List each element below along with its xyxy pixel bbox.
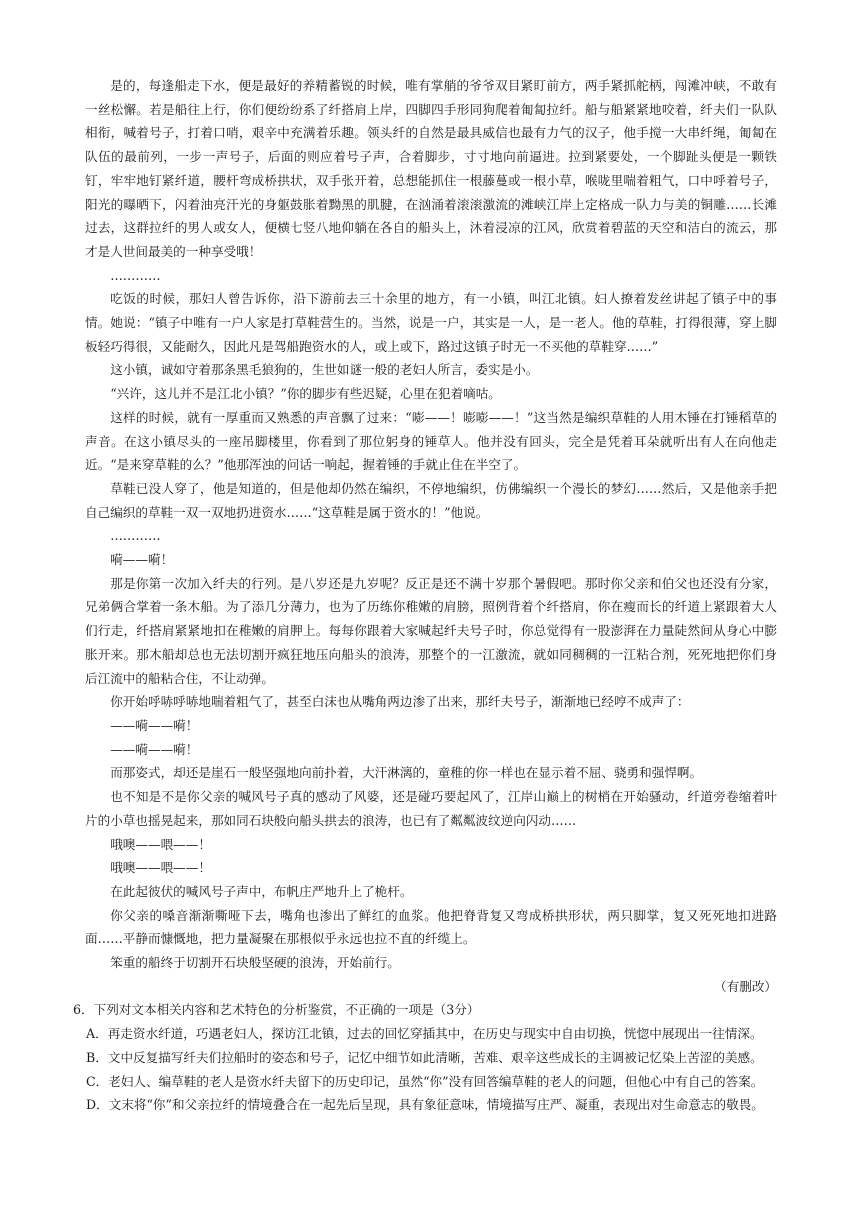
source-note: （有删改） (714, 978, 777, 994)
passage-ellipsis-1: ………… (110, 267, 161, 283)
passage-paragraph-13: 也不知是不是你父亲的喊风号子真的感动了风婆，还是碰巧要起风了，江岸山巅上的树梢在开始骚动，纤道旁卷缩着叶片的小草也摇晃起来，那如同石块般向船头拱去的浪涛，也已有了粼粼波纹逆向闪动…… (85, 789, 777, 828)
passage-paragraph-16: 在此起彼伏的喊风号子声中，布帆庄严地升上了桅杆。 (110, 883, 413, 899)
option-d: D．文末将“你”和父亲拉纤的情境叠合在一起先后呈现，具有象征意味，情境描写庄严、凝重，表现出对生命意志的敬畏。 (86, 1097, 764, 1113)
passage-paragraph-18: 笨重的船终于切割开石块般坚硬的浪涛，开始前行。 (110, 955, 400, 971)
passage-paragraph-11: ——嗬——嗬！ (110, 741, 199, 757)
option-c: C．老妇人、编草鞋的老人是资水纤夫留下的历史印记，虽然“你”没有回答编草鞋的老人的问题，但他心中有自己的答案。 (86, 1073, 764, 1089)
question-stem: 6．下列对文本相关内容和艺术特色的分析鉴赏，不正确的一项是（3分） (73, 1002, 480, 1018)
passage-paragraph-17: 你父亲的嗓音渐渐嘶哑下去，嘴角也渗出了鲜红的血浆。他把脊背复又弯成桥拱形状，两只脚掌，复又死死地扣进路面……平静而慷慨地，把力量凝聚在那根似乎永远也拉不直的纤缆上。 (85, 907, 777, 947)
passage-paragraph-12: 而那姿式，却还是崖石一般坚强地向前扑着，大汗淋漓的，童稚的你一样也在显示着不屈、骁勇和强悍啊。 (110, 765, 703, 781)
passage-paragraph-9: 你开始呼哧呼哧地喘着粗气了，甚至白沫也从嘴角两边渗了出来，那纤夫号子，渐渐地已经哼不成声了： (110, 694, 690, 710)
passage-paragraph-7: 嗬——嗬！ (110, 552, 174, 568)
option-b: B．文中反复描写纤夫们拉船时的姿态和号子，记忆中细节如此清晰，苦难、艰辛这些成长的主调被记忆染上苦涩的美感。 (86, 1049, 763, 1065)
passage-ellipsis-2: ………… (110, 528, 161, 544)
passage-paragraph-5: 这样的时候，就有一厚重而又熟悉的声音飘了过来：“嘭——！嘭嘭——！”这当然是编织草鞋的人用木锤在打锤稻草的声音。在这小镇尽头的一座吊脚楼里，你看到了那位躬身的锤草人。他并没有回头，完全是凭着耳朵就听出有人在向他走近。“是来穿草鞋的么？”他那浑浊的问话一响起，握着锤的手就止住在半空了。 (85, 409, 777, 473)
passage-paragraph-1: 是的，每逢船走下水，便是最好的养精蓄锐的时候，唯有掌艄的爷爷双目紧盯前方，两手紧抓舵柄，闯滩冲峡，不敢有一丝松懈。若是船往上行，你们便纷纷系了纤搭肩上岸，四脚四手形同狗爬着匍匐拉纤。船与船紧紧地咬着，纤夫们一队队相衔，喊着号子，打着口哨，艰辛中充满着乐趣。领头纤的自然是最具威信也最有力气的汉子，他手搅一大串纤绳，匍匐在队伍的最前列，一步一声号子，后面的则应着号子声，合着脚步，寸寸地向前逼进。拉到紧要处，一个脚趾头便是一颗铁钉，牢牢地钉紧纤道，腰杆弯成桥拱状，双手张开着，总想能抓住一根藤蔓或一根小草，喉咙里喘着粗气，口中呼着号子，阳光的曝晒下，闪着油亮汗光的身躯鼓胀着黝黑的肌腱，在汹涌着滚滚激流的滩峡江岸上定格成一队力与美的铜雕……长滩过去，这群拉纤的男人或女人，便横七竖八地仰躺在各自的船头上，沐着浸凉的江风，欣赏着碧蓝的天空和洁白的流云，那才是人世间最美的一种享受哦！ (85, 78, 777, 259)
passage-paragraph-15: 哦噢——喂——！ (110, 860, 211, 876)
passage-paragraph-8: 那是你第一次加入纤夫的行列。是八岁还是九岁呢？反正是还不满十岁那个暑假吧。那时你父亲和伯父也还没有分家，兄弟俩合掌着一条木船。为了添几分薄力，也为了历练你稚嫩的肩膀，照例背着个纤搭肩，你在瘦而长的纤道上紧跟着大人们行走，纤搭肩紧紧地扣在稚嫩的肩胛上。每每你跟着大家喊起纤夫号子时，你总觉得有一股澎湃在力量陡然间从身心中膨胀开来。那木船却总也无法切割开疯狂地压向船头的浪涛，那整个的一江激流，就如同稠稠的一江粘合剂，死死地把你们身后江流中的船粘合住，不让动弹。 (85, 575, 777, 686)
passage-paragraph-4: “兴许，这儿并不是江北小镇？”你的脚步有些迟疑，心里在犯着嘀咕。 (110, 386, 501, 402)
passage-paragraph-10: ——嗬——嗬！ (110, 717, 199, 733)
passage-paragraph-3: 这小镇，诚如守着那条黑毛狼狗的，生世如谜一般的老妇人所言，委实是小。 (110, 362, 539, 378)
option-a: A．再走资水纤道，巧遇老妇人，探访江北镇，过去的回忆穿插其中，在历史与现实中自由切换，恍惚中展现出一往情深。 (86, 1026, 763, 1042)
passage-paragraph-14: 哦噢——喂——！ (110, 836, 211, 852)
passage-paragraph-2: 吃饭的时候，那妇人曾告诉你，沿下游前去三十余里的地方，有一小镇，叫江北镇。妇人撩着发丝讲起了镇子中的事情。她说：“镇子中唯有一户人家是打草鞋营生的。当然，说是一户，其实是一人，是一老人。他的草鞋，打得很薄，穿上脚板轻巧得很，又能耐久，因此凡是驾船跑资水的人，或上或下，路过这镇子时无一不买他的草鞋穿……” (85, 291, 777, 354)
passage-paragraph-6: 草鞋已没人穿了，他是知道的，但是他却仍然在编织，不停地编织，仿佛编织一个漫长的梦幻……然后，又是他亲手把自己编织的草鞋一双一双地扔进资水……“这草鞋是属于资水的！”他说。 (85, 480, 777, 520)
